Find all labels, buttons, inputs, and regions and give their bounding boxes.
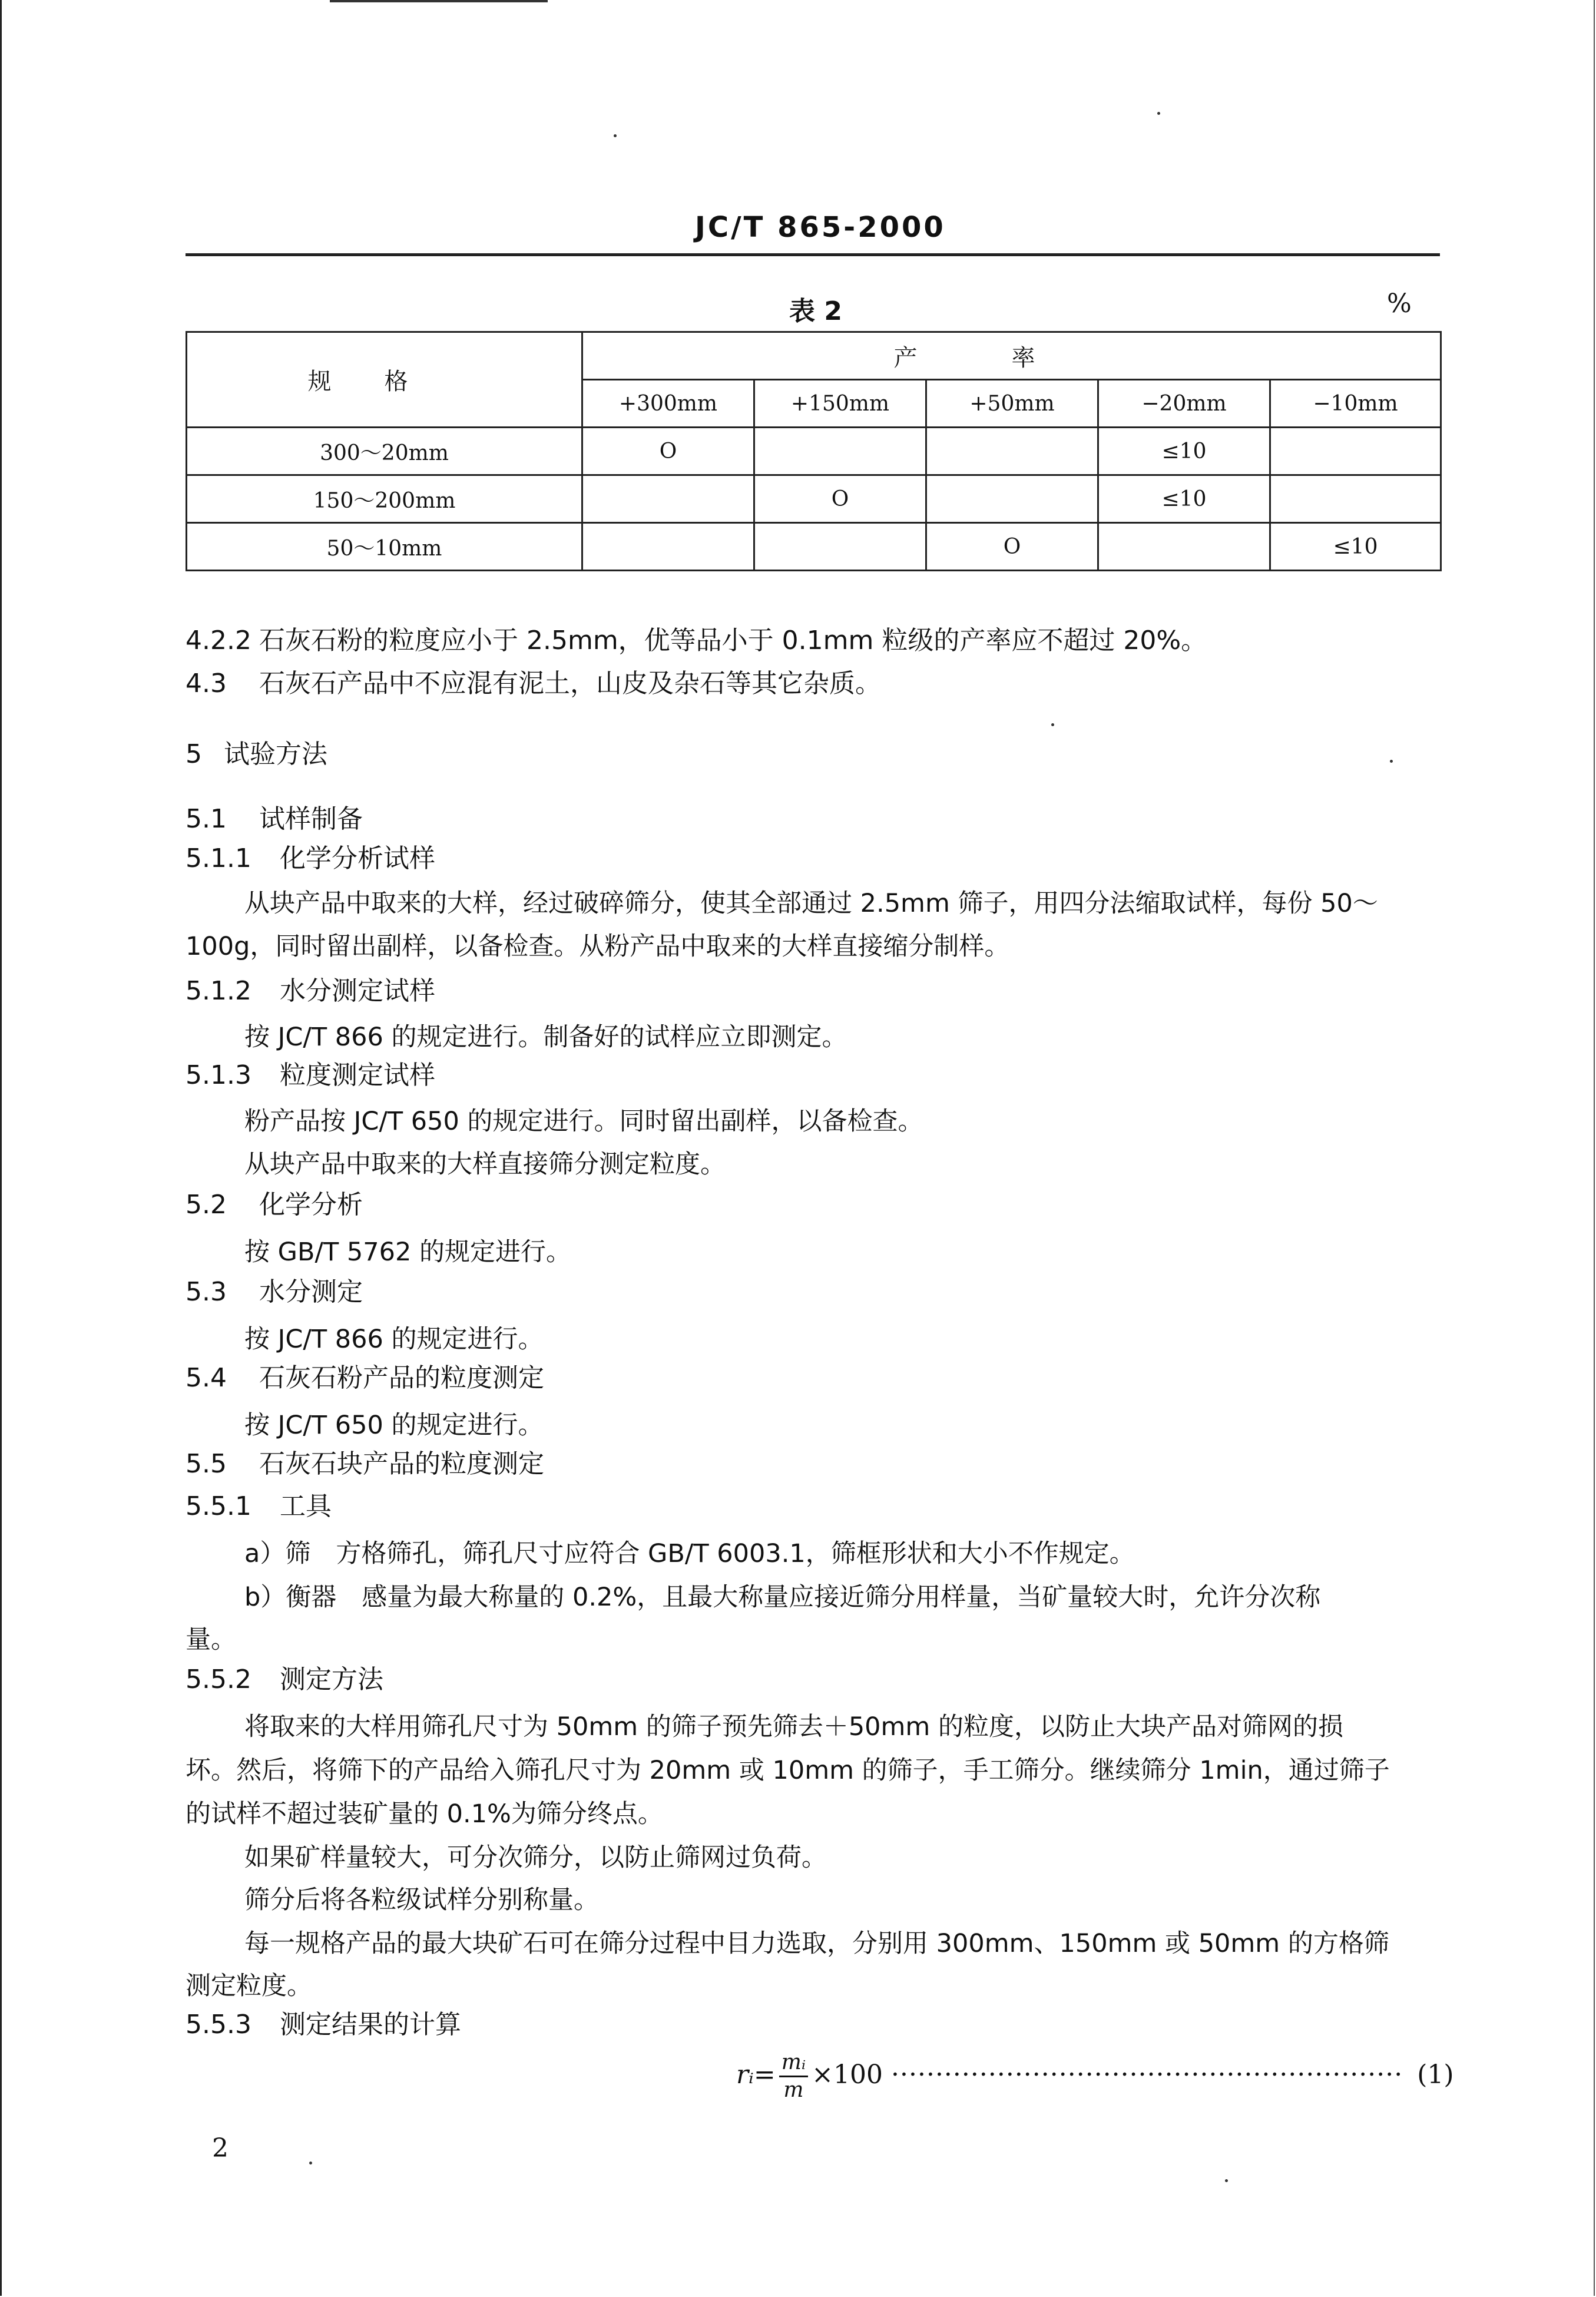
section-title: 测定结果的计算: [280, 2010, 461, 2040]
row-spec: 300～20mm: [187, 428, 582, 475]
section-number: 5: [186, 739, 202, 769]
section-title: 工具: [280, 1491, 332, 1521]
section-number: 5.5.2: [186, 1664, 251, 1694]
paragraph-line: 的试样不超过装矿量的 0.1%为筛分终点。: [186, 1799, 663, 1829]
scan-speck: [1390, 760, 1393, 763]
paragraph-line: a）筛 方格筛孔，筛孔尺寸应符合 GB/T 6003.1，筛框形状和大小不作规定。: [244, 1539, 1135, 1568]
table-unit: %: [1387, 289, 1412, 319]
paragraph-line: 按 JC/T 866 的规定进行。制备好的试样应立即测定。: [244, 1022, 847, 1052]
paragraph-line: 每一规格产品的最大块矿石可在筛分过程中目力选取，分别用 300mm、150mm 或 50mm 的方格筛: [244, 1929, 1389, 1958]
table-cell: [926, 428, 1098, 475]
spec-header: 规格: [187, 332, 582, 428]
table-cell: [1098, 523, 1270, 571]
section-title: 化学分析试样: [280, 843, 435, 873]
section-title: 试验方法: [224, 739, 327, 769]
paragraph-line: 100g，同时留出副样，以备检查。从粉产品中取来的大样直接缩分制样。: [186, 932, 1010, 961]
table-cell: [1270, 428, 1441, 475]
standard-code-header: JC/T 865-2000: [695, 211, 946, 244]
paragraph-line: 粉产品按 JC/T 650 的规定进行。同时留出副样，以备检查。: [244, 1107, 923, 1136]
section-number: 5.1.3: [186, 1060, 251, 1090]
formula-numerator: mᵢ: [779, 2050, 808, 2077]
column-header: −10mm: [1270, 380, 1441, 428]
section-title: 石灰石块产品的粒度测定: [259, 1449, 544, 1479]
table-cell: ≤10: [1098, 428, 1270, 475]
section-number: 5.1.1: [186, 843, 251, 873]
column-header: +300mm: [582, 380, 754, 428]
paragraph-line: 如果矿样量较大，可分次筛分，以防止筛网过负荷。: [244, 1843, 827, 1872]
formula-equals: =: [753, 2060, 776, 2090]
scan-speck: [614, 134, 617, 137]
section-number: 4.3: [186, 668, 227, 699]
clause-text: 石灰石粉的粒度应小于 2.5mm，优等品小于 0.1mm 粒级的产率应不超过 20%。: [259, 625, 1207, 656]
header-rule: [186, 253, 1440, 256]
row-spec: 150～200mm: [187, 475, 582, 523]
paragraph-line: 按 GB/T 5762 的规定进行。: [244, 1237, 572, 1267]
column-header: +150mm: [754, 380, 926, 428]
section-number: 5.5.3: [186, 2010, 251, 2040]
formula-1: [736, 2050, 1454, 2103]
clause-text: 石灰石产品中不应混有泥土，山皮及杂石等其它杂质。: [259, 668, 881, 699]
row-spec: 50～10mm: [187, 523, 582, 571]
table-row: [187, 475, 1441, 523]
section-number: 5.1: [186, 804, 227, 834]
table-cell: [926, 475, 1098, 523]
table-cell: [1270, 475, 1441, 523]
table-cell: ≤10: [1098, 475, 1270, 523]
formula-leader: ··························································: [891, 2060, 1403, 2090]
table-cell: [582, 475, 754, 523]
table-header-row: [187, 332, 1441, 380]
section-title: 粒度测定试样: [280, 1060, 435, 1090]
column-header: −20mm: [1098, 380, 1270, 428]
section-number: 5.5: [186, 1449, 227, 1479]
section-title: 化学分析: [259, 1190, 363, 1220]
section-number: 5.3: [186, 1277, 227, 1307]
table-cell: ≤10: [1270, 523, 1441, 571]
section-number: 4.2.2: [186, 625, 251, 656]
section-number: 5.4: [186, 1363, 227, 1393]
table-cell: O: [926, 523, 1098, 571]
paragraph-line: 测定粒度。: [186, 1971, 312, 2001]
paragraph-line: 将取来的大样用筛孔尺寸为 50mm 的筛子预先筛去＋50mm 的粒度，以防止大块产品对筛网的损: [244, 1712, 1343, 1742]
table-cell: O: [754, 475, 926, 523]
scan-speck: [1225, 2179, 1228, 2182]
top-rule: [330, 0, 548, 2]
section-number: 5.1.2: [186, 976, 251, 1006]
section-title: 测定方法: [280, 1664, 383, 1694]
section-number: 5.2: [186, 1190, 227, 1220]
paragraph-line: 筛分后将各粒级试样分别称量。: [244, 1885, 599, 1915]
column-header: +50mm: [926, 380, 1098, 428]
section-number: 5.5.1: [186, 1491, 251, 1521]
paragraph-line: 按 JC/T 650 的规定进行。: [244, 1411, 544, 1440]
paragraph-line: b）衡器 感量为最大称量的 0.2%，且最大称量应接近筛分用样量，当矿量较大时，允许分次称: [244, 1583, 1321, 1612]
spec-table: [186, 331, 1442, 571]
paragraph-line: 从块产品中取来的大样直接筛分测定粒度。: [244, 1150, 726, 1179]
scan-speck: [1157, 112, 1160, 115]
paragraph-line: 坏。然后，将筛下的产品给入筛孔尺寸为 20mm 或 10mm 的筛子，手工筛分。继续筛分 1min，通过筛子: [186, 1756, 1390, 1785]
yield-header: 产率: [582, 332, 1441, 380]
table-row: [187, 428, 1441, 475]
paragraph-line: 量。: [186, 1625, 236, 1654]
scan-speck: [309, 2162, 312, 2164]
paragraph-line: 按 JC/T 866 的规定进行。: [244, 1325, 544, 1354]
section-title: 水分测定试样: [280, 976, 435, 1006]
formula-fraction: [779, 2050, 808, 2103]
formula-rhs: ×100: [812, 2060, 883, 2090]
formula-denominator: m: [783, 2078, 804, 2102]
page-number: 2: [212, 2133, 229, 2163]
formula-lhs: rᵢ: [736, 2060, 754, 2090]
section-title: 石灰石粉产品的粒度测定: [259, 1363, 544, 1393]
section-title: 试样制备: [259, 804, 363, 834]
table-cell: [582, 523, 754, 571]
scan-speck: [1051, 723, 1054, 726]
table-caption: 表 2: [789, 296, 842, 326]
table-cell: [754, 523, 926, 571]
table-row: [187, 523, 1441, 571]
paragraph-line: 从块产品中取来的大样，经过破碎筛分，使其全部通过 2.5mm 筛子，用四分法缩取试样，每份 50～: [244, 889, 1378, 918]
table-cell: O: [582, 428, 754, 475]
section-title: 水分测定: [259, 1277, 363, 1307]
table-cell: [754, 428, 926, 475]
formula-label: (1): [1417, 2060, 1454, 2090]
